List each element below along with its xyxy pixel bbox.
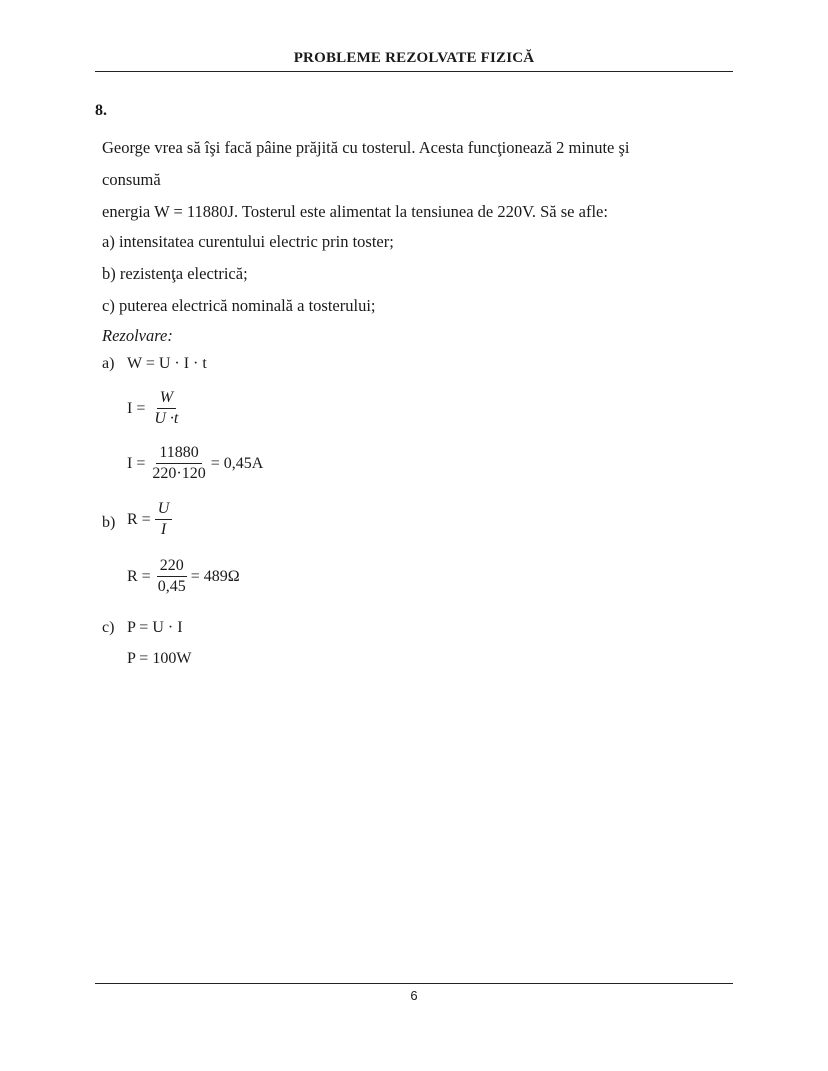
question-b: b) rezistenţa electrică; bbox=[102, 264, 248, 283]
header-divider bbox=[95, 71, 733, 72]
fraction bbox=[155, 557, 189, 596]
solution-c-equation-1: P = U · I bbox=[127, 619, 183, 636]
fraction-numerator: 11880 bbox=[156, 444, 201, 464]
fraction bbox=[155, 500, 173, 539]
fraction-numerator: W bbox=[157, 389, 176, 409]
page-header-title: PROBLEME REZOLVATE FIZICĂ bbox=[293, 50, 535, 66]
solution-c-equation-2: P = 100W bbox=[127, 650, 192, 667]
fraction-denominator: 0,45 bbox=[157, 578, 186, 595]
equation-lhs: R = bbox=[127, 510, 151, 528]
fraction-denominator: 220·120 bbox=[152, 465, 206, 482]
equation-lhs: I = bbox=[127, 454, 146, 472]
solution-a-equation-3 bbox=[127, 444, 263, 483]
problem-text-line-1: George vrea să îşi facă pâine prăjită cu tosterul. Acesta funcţionează 2 minute şi bbox=[102, 138, 630, 157]
question-c: c) puterea electrică nominală a tosterului; bbox=[102, 296, 376, 315]
footer-divider bbox=[95, 983, 733, 984]
problem-number: 8. bbox=[95, 102, 107, 119]
solution-c-label: c) bbox=[102, 619, 115, 636]
solution-a-equation-2 bbox=[127, 389, 183, 428]
fraction bbox=[151, 389, 181, 428]
problem-text-line-3: energia W = 11880J. Tosterul este alimentat la tensiunea de 220V. Să se afle: bbox=[102, 202, 608, 221]
solution-a-equation-1: W = U · I · t bbox=[127, 355, 207, 372]
solution-b-label: b) bbox=[102, 514, 116, 531]
solution-heading: Rezolvare: bbox=[102, 326, 173, 345]
solution-b-equation-2 bbox=[127, 557, 240, 596]
equation-lhs: R = bbox=[127, 567, 151, 585]
fraction bbox=[149, 444, 208, 483]
fraction-denominator: U ·t bbox=[154, 410, 179, 427]
fraction-numerator: 220 bbox=[157, 557, 187, 577]
fraction-numerator: U bbox=[155, 500, 173, 520]
question-a: a) intensitatea curentului electric prin toster; bbox=[102, 232, 394, 251]
solution-a-label: a) bbox=[102, 355, 115, 372]
page-number: 6 bbox=[410, 988, 418, 1003]
fraction-denominator: I bbox=[160, 521, 167, 538]
equation-result: = 489Ω bbox=[190, 567, 240, 585]
solution-b-equation-1 bbox=[127, 500, 174, 539]
equation-lhs: I = bbox=[127, 399, 146, 417]
problem-text-line-2: consumă bbox=[102, 170, 161, 189]
equation-result: = 0,45A bbox=[210, 454, 264, 472]
